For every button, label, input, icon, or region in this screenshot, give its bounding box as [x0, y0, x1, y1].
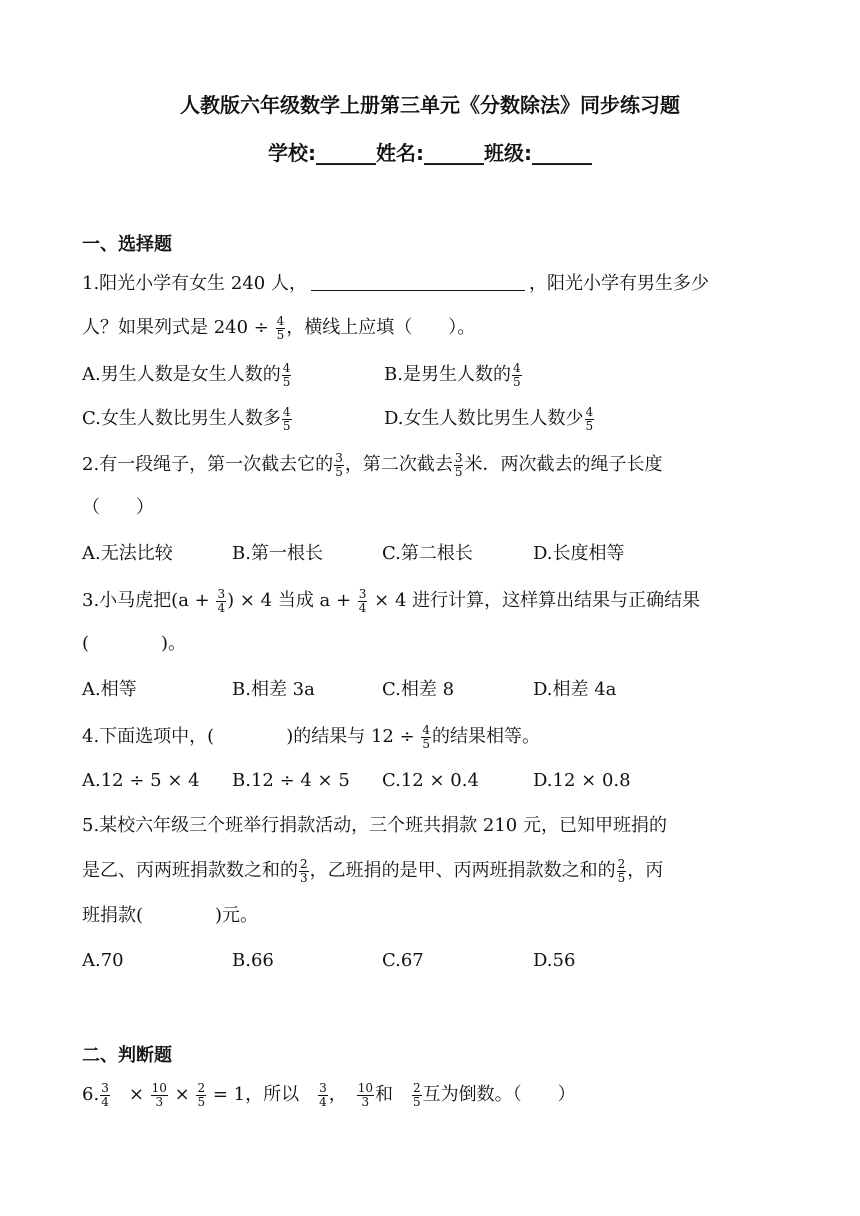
q6-fraction-3: $\frac{2}{5}$	[197, 1081, 206, 1109]
q2-option-a[interactable]: A.无法比较	[82, 543, 173, 564]
question-5-line-2: 是乙、丙两班捐款数之和的 $\frac{2}{3}$ ，乙班捐的是甲、丙两班捐款数之和的 $\frac{2}{5}$ ，丙	[82, 857, 664, 885]
q3-fraction-1: $\frac{3}{4}$	[217, 587, 226, 615]
q1-option-c[interactable]: C.女生人数比男生人数多 $\frac{4}{5}$	[82, 405, 291, 433]
q2-option-d[interactable]: D.长度相等	[533, 543, 625, 564]
q6-answer-paren[interactable]: 互为倒数。（ ）	[422, 1084, 576, 1106]
q1-options-row-1	[82, 362, 782, 392]
q4-option-b[interactable]: B.12 ÷ 4 × 5	[232, 770, 350, 791]
section-heading-choice: 一、选择题	[82, 234, 172, 255]
q2-options	[82, 543, 782, 573]
q6-fraction-2: $\frac{10}{3}$	[151, 1081, 167, 1109]
q5-option-c[interactable]: C.67	[382, 950, 424, 971]
q4-options	[82, 770, 782, 800]
q3-option-b[interactable]: B.相差 3a	[232, 679, 315, 700]
q6-fraction-4: $\frac{3}{4}$	[319, 1081, 327, 1109]
q5-option-a[interactable]: A.70	[82, 950, 124, 971]
q2-fraction-1: $\frac{3}{5}$	[335, 451, 343, 479]
q5-option-b[interactable]: B.66	[232, 950, 274, 971]
q5-fraction-2: $\frac{2}{5}$	[617, 857, 626, 885]
student-info-line: 学校:______姓名:______班级:______	[268, 141, 592, 165]
q4-option-c[interactable]: C.12 × 0.4	[382, 770, 479, 791]
q6-fraction-1: $\frac{3}{4}$	[101, 1081, 109, 1109]
q5-option-d[interactable]: D.56	[533, 950, 576, 971]
question-3-line-1: 3.小马虎把(a + $\frac{3}{4}$ ) × 4 当成 a + $\frac{3}{4}$ × 4 进行计算，这样算出结果与正确结果	[82, 587, 701, 615]
q2-fraction-2: $\frac{3}{5}$	[454, 451, 463, 479]
question-5-line-3[interactable]: 班捐款( )元。	[82, 905, 259, 926]
page-title: 人教版六年级数学上册第三单元《分数除法》同步练习题	[180, 93, 680, 117]
q2-option-b[interactable]: B.第一根长	[232, 543, 323, 564]
q1-fraction: $\frac{4}{5}$	[276, 314, 285, 342]
question-4-line-1: 4.下面选项中，( )的结果与 12 ÷ $\frac{4}{5}$ 的结果相等。	[82, 723, 541, 751]
q1-option-a[interactable]: A.男生人数是女生人数的 $\frac{4}{5}$	[82, 361, 291, 389]
q6-fraction-6: $\frac{2}{5}$	[413, 1081, 421, 1109]
question-1-line-2	[82, 315, 475, 341]
q4-fraction: $\frac{4}{5}$	[422, 723, 431, 751]
q3-options	[82, 679, 782, 709]
question-5-line-1: 5.某校六年级三个班举行捐款活动，三个班共捐款 210 元，已知甲班捐的	[82, 815, 667, 836]
q4-option-a[interactable]: A.12 ÷ 5 × 4	[82, 770, 200, 791]
q1-text-post: ，阳光小学有男生多少	[528, 273, 709, 294]
question-2-line-1: 2.有一段绳子，第一次截去它的 $\frac{3}{5}$ ，第二次截去 $\frac{3}{5}$ 米．两次截去的绳子长度	[82, 451, 663, 479]
q1-option-d[interactable]: D.女生人数比男生人数少 $\frac{4}{5}$	[384, 405, 594, 433]
question-1-line-1	[82, 272, 709, 295]
q3-option-d[interactable]: D.相差 4a	[533, 679, 617, 700]
q5-fraction-1: $\frac{2}{3}$	[300, 857, 308, 885]
q1-line2-pre: 人？如果列式是 240 ÷	[82, 317, 275, 339]
section-heading-judgment: 二、判断题	[82, 1045, 172, 1066]
q3-answer-paren[interactable]: ( )。	[82, 633, 187, 654]
q1-line2-post: ，横线上应填（ ）。	[286, 317, 476, 339]
q2-option-c[interactable]: C.第二根长	[382, 543, 473, 564]
q1-text-pre: 1.阳光小学有女生 240 人，	[82, 273, 307, 294]
q1-answer-blank[interactable]	[311, 272, 525, 291]
q3-option-a[interactable]: A.相等	[82, 679, 137, 700]
q1-option-b[interactable]: B.是男生人数的 $\frac{4}{5}$	[384, 361, 521, 389]
q2-answer-paren[interactable]: （ ）	[82, 497, 154, 518]
q1-options-row-2	[82, 406, 782, 436]
question-6-line-1: 6. $\frac{3}{4}$ × $\frac{10}{3}$ × $\frac{2}{5}$ = 1，所以 $\frac{3}{4}$ ， $\frac{10}{3}$ 和 $\frac{2}{5}$ 互为倒数。（ ）	[82, 1081, 576, 1109]
q3-fraction-2: $\frac{3}{4}$	[358, 587, 367, 615]
q4-option-d[interactable]: D.12 × 0.8	[533, 770, 631, 791]
q3-option-c[interactable]: C.相差 8	[382, 679, 455, 700]
q5-options	[82, 950, 782, 980]
q6-fraction-5: $\frac{10}{3}$	[357, 1081, 373, 1109]
